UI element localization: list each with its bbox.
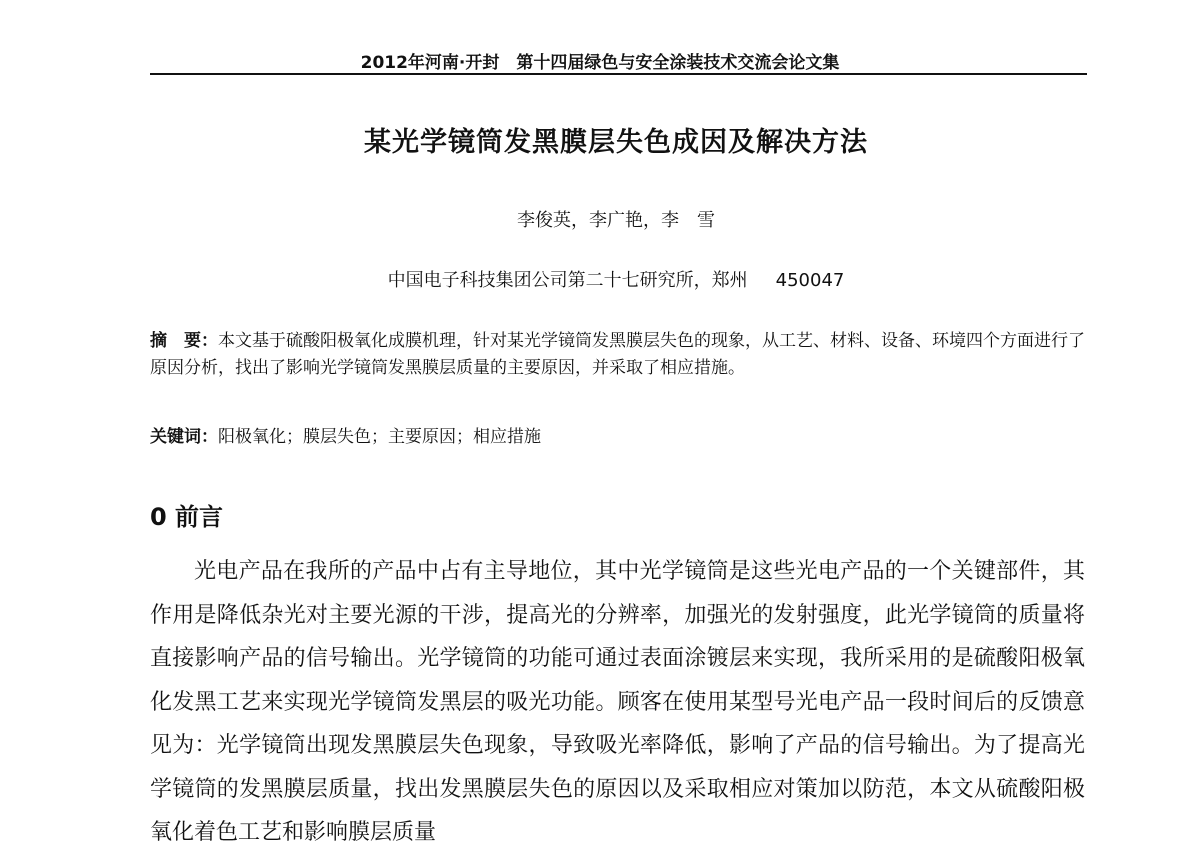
abstract-text: 本文基于硫酸阳极氧化成膜机理，针对某光学镜筒发黑膜层失色的现象，从工艺、材料、设备、环境四个方面进行了原因分析，找出了影响光学镜筒发黑膜层质量的主要原因，并采取了相应措施。: [150, 331, 1085, 378]
postcode: 450047: [775, 270, 845, 291]
affiliation-name: 中国电子科技集团公司第二十七研究所，郑州: [387, 270, 748, 291]
running-header: 2012年河南·开封 第十四届绿色与安全涂装技术交流会论文集: [360, 53, 840, 73]
affiliation: [0, 266, 1200, 292]
keywords-text: 阳极氧化；膜层失色；主要原因；相应措施: [218, 427, 541, 447]
authors: 李俊英，李广艳，李 雪: [517, 210, 715, 231]
keywords: [150, 424, 1087, 451]
keywords-label: 关键词：: [150, 427, 218, 447]
header-rule: [150, 73, 1087, 75]
abstract: [150, 328, 1087, 382]
abstract-label: 摘 要：: [150, 331, 218, 351]
section-heading: 0 前言: [150, 503, 224, 531]
body-paragraph: 光电产品在我所的产品中占有主导地位，其中光学镜筒是这些光电产品的一个关键部件，其作用是降低杂光对主要光源的干涉，提高光的分辨率，加强光的发射强度，此光学镜筒的质量将直接影响产品的信号输出。光学镜筒的功能可通过表面涂镀层来实现，我所采用的是硫酸阳极氧化发黑工艺来实现光学镜筒发黑层的吸光功能。顾客在使用某型号光电产品一段时间后的反馈意见为：光学镜筒出现发黑膜层失色现象，导致吸光率降低，影响了产品的信号输出。为了提高光学镜筒的发黑膜层质量，找出发黑膜层失色的原因以及采取相应对策加以防范，本文从硫酸阳极氧化着色工艺和影响膜层质量: [150, 559, 1085, 845]
paper-title: 某光学镜筒发黑膜层失色成因及解决方法: [364, 127, 868, 158]
